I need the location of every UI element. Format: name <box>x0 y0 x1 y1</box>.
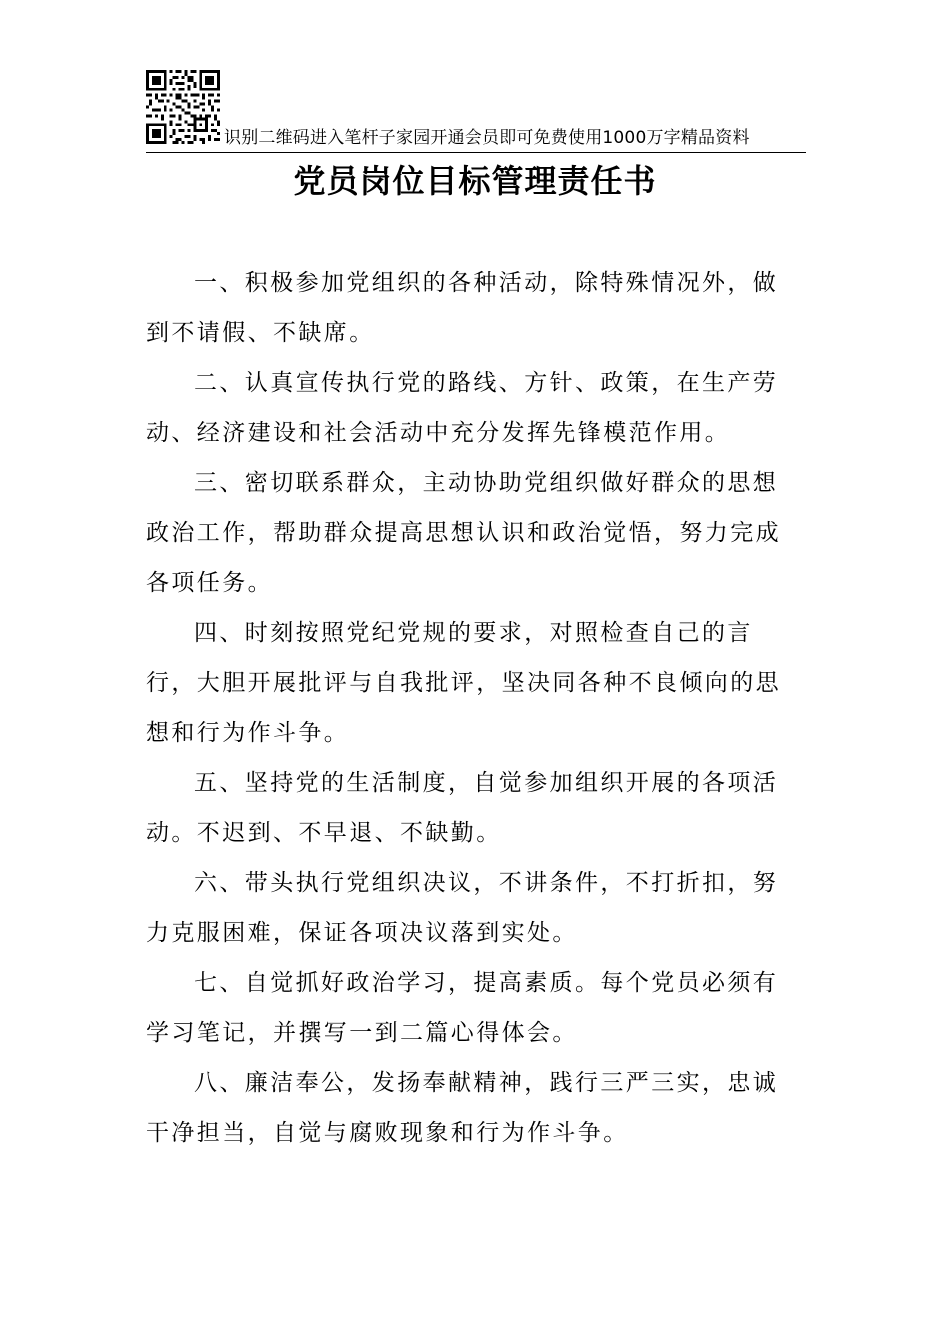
qr-code-icon[interactable] <box>146 70 220 144</box>
clause-6: 六、带头执行党组织决议，不讲条件，不打折扣，努力克服困难，保证各项决议落到实处。 <box>146 870 779 946</box>
clause-5: 五、坚持党的生活制度，自觉参加组织开展的各项活动。不迟到、不早退、不缺勤。 <box>146 770 779 846</box>
document-title: 党员岗位目标管理责任书 <box>293 162 657 200</box>
clause-1: 一、积极参加党组织的各种活动，除特殊情况外，做到不请假、不缺席。 <box>146 270 779 346</box>
clause-7: 七、自觉抓好政治学习，提高素质。每个党员必须有学习笔记，并撰写一到二篇心得体会。 <box>146 970 779 1046</box>
clause-4: 四、时刻按照党纪党规的要求，对照检查自己的言行，大胆开展批评与自我批评，坚决同各种不良倾向的思想和行为作斗争。 <box>146 620 781 746</box>
header-notice: 识别二维码进入笔杆子家园开通会员即可免费使用1000万字精品资料 <box>224 128 750 148</box>
clause-8: 八、廉洁奉公，发扬奉献精神，践行三严三实，忠诚干净担当，自觉与腐败现象和行为作斗争。 <box>146 1070 779 1146</box>
header-divider <box>146 152 806 153</box>
clause-2: 二、认真宣传执行党的路线、方针、政策，在生产劳动、经济建设和社会活动中充分发挥先锋模范作用。 <box>146 370 779 446</box>
document-body <box>146 258 794 1158</box>
page-header <box>146 70 806 154</box>
clause-3: 三、密切联系群众，主动协助党组织做好群众的思想政治工作，帮助群众提高思想认识和政治觉悟，努力完成各项任务。 <box>146 470 781 596</box>
